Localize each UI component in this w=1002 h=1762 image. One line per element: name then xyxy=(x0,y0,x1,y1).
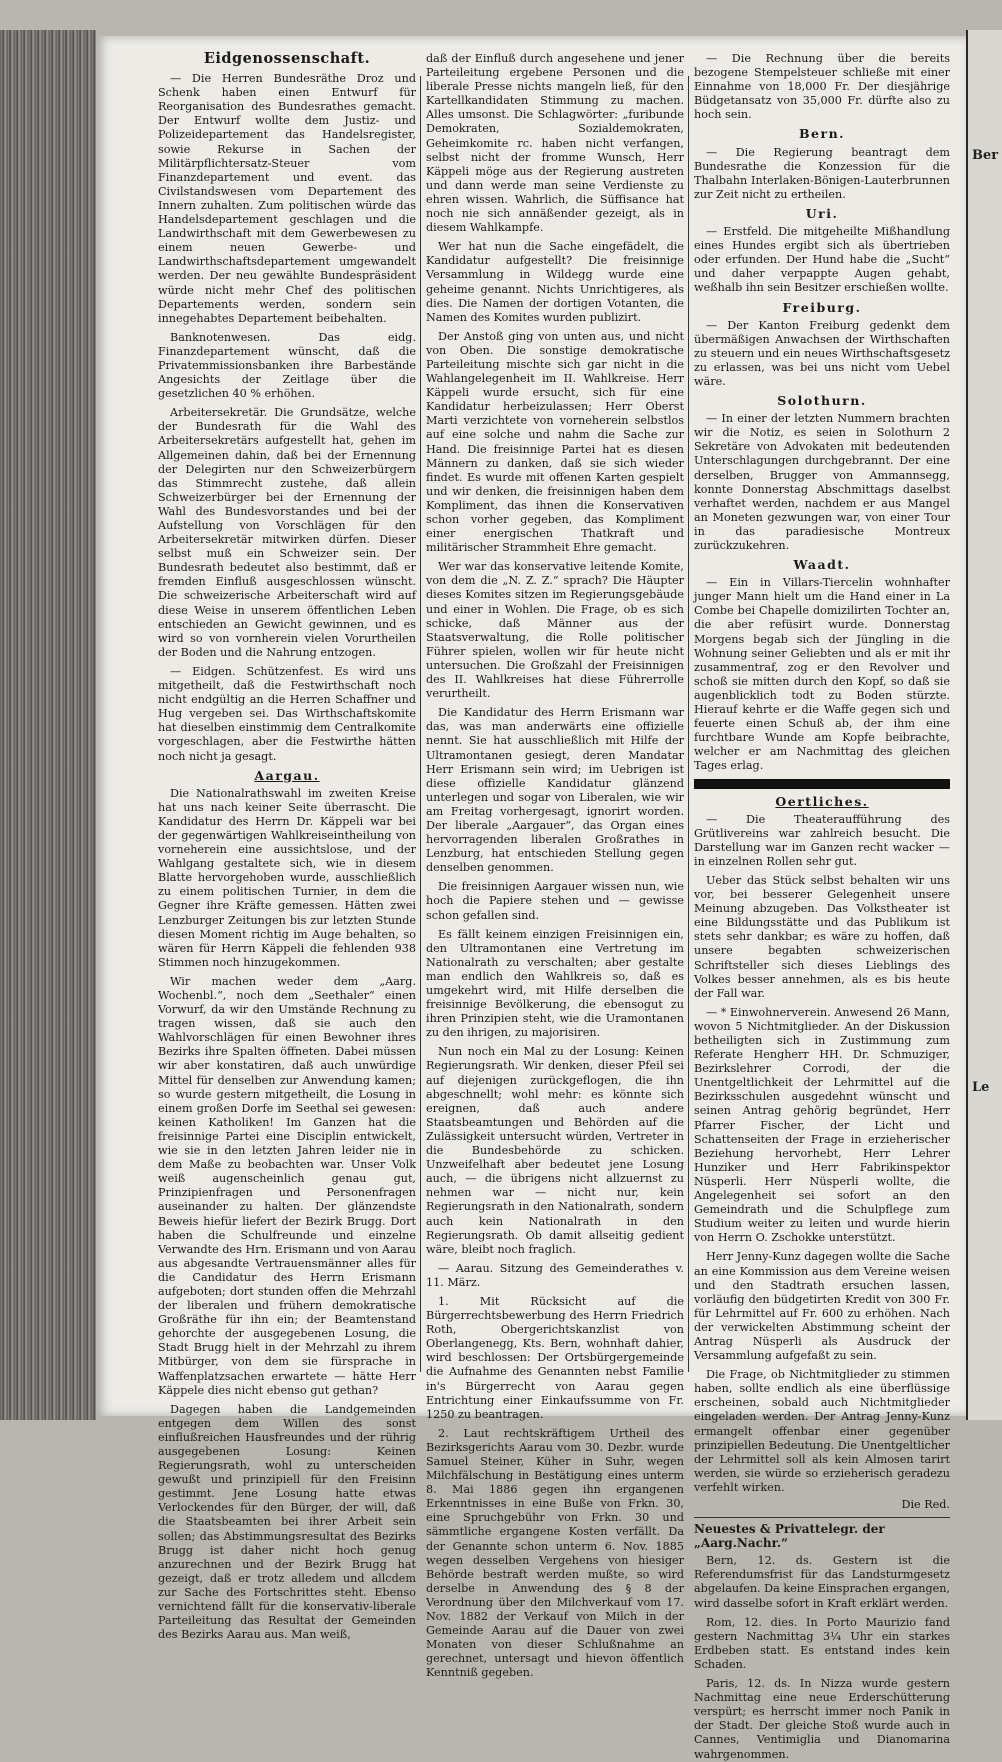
article-paragraph: 2. Laut rechtskräftigem Urtheil des Bezirksgerichts Aarau vom 30. Dezbr. wurde Samuel Steiner, Küher in Suhr, wegen Milchfälschung in Bestätigung eines unterm 8. Mai 1886 gegen ihn ergangenen Erkenntnisses in eine Buße von Frkn. 30, eine Spruchgebühr von Frkn. 30 und sämmtliche ergangene Kosten verfällt. Da der Genannte schon unterm 6. Nov. 1885 wegen desselben Vergehens von hiesiger Behörde bestraft werden mußte, so wird derselbe in Anwendung des § 8 der Verordnung über den Milchverkauf vom 17. Nov. 1882 der Verkauf von Milch in der Gemeinde Aarau auf die Dauer von zwei Monaten von dieser Schlußnahme an gerechnet, untersagt und hievon öffentlich Kenntniß gegeben. xyxy=(426,1426,684,1680)
column-1 xyxy=(158,50,416,1642)
article-paragraph: Die freisinnigen Aargauer wissen nun, wie hoch die Papiere stehen und — gewisse schon gefallen sind. xyxy=(426,880,684,922)
article-paragraph: Arbeitersekretär. Die Grundsätze, welche der Bundesrath für die Wahl des Arbeitersekretärs aufgestellt hat, gehen im Allgemeinen dahin, daß bei der Ernennung der Delegirten nur den Schweizerbürgern das Stimmrecht zustehe, daß allein Schweizerbürger bei der Ernennung der Wahl des Bundesvorstandes und bei der Aufstellung von Vorschlägen für den Arbeitersekretär mitwirken dürfen. Dieser selbst muß ein Schweizer sein. Der Bundesrath bedeutet also bestimmt, daß er fremden Einfluß ausgeschlossen wünscht. Die schweizerische Arbeiterschaft wird auf diese Weise in unserem öffentlichen Leben entschieden an Gewicht gewinnen, und es wird so von vornherein vielen Vorurtheilen der Boden und die Nahrung entzogen. xyxy=(158,406,416,659)
section-title: Eidgenossenschaft. xyxy=(203,50,371,67)
article-paragraph: Wer war das konservative leitende Komite, von dem die „N. Z. Z.“ sprach? Die Häupter dieses Komites sitzen im Regierungsgebäude und einer in Wohlen. Die Frage, ob es sich schicke, daß Männer aus der Staatsverwaltung, die Rolle politischer Führer spielen, wollen wir für heute nicht untersuchen. Die Großzahl der Freisinnigen des II. Wahlkreises hat diese Führerrolle verurtheilt. xyxy=(426,560,684,701)
article-paragraph: — Der Kanton Freiburg gedenkt dem übermäßigen Anwachsen der Wirthschaften zu steuern und ein neues Wirthschaftsgesetz zu erlassen, was bei uns nicht vom Uebel wäre. xyxy=(694,318,950,388)
article-paragraph: Ueber das Stück selbst behalten wir uns vor, bei besserer Gelegenheit unsere Meinung abzugeben. Das Volkstheater ist eine Bildungsstätte und das Publikum ist stets sehr dankbar; es wäre zu hoffen, daß unsere begabten schweizerischen Schriftsteller sich dieses Lieblings des Volkes besser annehmen, als es bis heute der Fall war. xyxy=(694,873,950,1000)
section-heading-waadt: Waadt. xyxy=(793,557,851,573)
article-paragraph: — Die Theateraufführung des Grütlivereins war zahlreich besucht. Die Darstellung war im Ganzen recht wacker — in einzelnen Rollen sehr gut. xyxy=(694,812,950,868)
article-paragraph: Bern, 12. ds. Gestern ist die Referendumsfrist für das Landsturmgesetz abgelaufen. Da keine Einsprachen ergangen, wird dasselbe sofort in Kraft erklärt werden. xyxy=(694,1554,950,1610)
article-paragraph: Die Frage, ob Nichtmitglieder zu stimmen haben, sollte endlich als eine überflüssige erscheinen, sobald auch Nichtmitglieder eingeladen werden. Der Antrag Jenny-Kunz ermangelt offenbar einer gegenüber prinzipiellen Bedeutung. Die Unentgeltlicher der Lehrmittel soll als kein Almosen tarirt werden, sie würde so erzieherisch geradezu verfehlt wirken. xyxy=(694,1368,950,1494)
article-paragraph: — Aarau. Sitzung des Gemeinderathes v. 11. März. xyxy=(426,1261,684,1289)
column-3 xyxy=(694,52,950,1761)
section-heading-solothurn: Solothurn. xyxy=(777,393,867,409)
article-paragraph: Dagegen haben die Landgemeinden entgegen dem Willen des sonst einflußreichen Hausfreundes und der rührig ausgegebenen Losung: Keinen Regierungsrath, wohl zu unterscheiden gewußt und prinzipiell für den Freisinn gestimmt. Jene Losung hatte etwas Verlockendes für den Bürger, der will, daß die Staatsbeamten bei ihrer Arbeit sein sollen; das Abstimmungsresultat des Bezirks Brugg ist daher nicht hoch genug anzurechnen und der Bezirk Brugg hat gezeigt, daß er trotz alledem und allcdem zur Sache des Fortschrittes steht. Ebenso vernichtend fällt für die konservativ-liberale Parteileitung das Resultat der Gemeinden des Bezirks Aarau aus. Man weiß, xyxy=(158,1402,416,1642)
article-paragraph: Wer hat nun die Sache eingefädelt, die Kandidatur aufgestellt? Die freisinnige Versammlung in Wildegg wurde eine geheime genannt. Nichts Unrichtigeres, als dies. Die Namen der dortigen Votanten, die Namen des Komites wurden publizirt. xyxy=(426,240,684,324)
book-binding xyxy=(0,30,96,1420)
section-divider xyxy=(694,779,950,789)
article-paragraph: 1. Mit Rücksicht auf die Bürgerrechtsbewerbung des Herrn Friedrich Roth, Obergerichtskanzlist von Oberlangenegg, Kts. Bern, wohnhaft dahier, wird beschlossen: Der Ortsbürgergemeinde die Aufnahme des Genannten nebst Familie in's Bürgerrecht von Aarau gegen Entrichtung einer Einkaufssumme von Fr. 1250 zu beantragen. xyxy=(426,1294,684,1421)
section-heading-uri: Uri. xyxy=(805,205,839,221)
article-paragraph: daß der Einfluß durch angesehene und jener Parteileitung ergebene Personen und die liberale Presse nichts mangeln ließ, für den Kartellkandidaten Stimmung zu machen. Alles umsonst. Die Schlagwörter: „furibunde Demokraten, Sozialdemokraten, Geheimkomite rc. haben nicht verfangen, selbst nicht der fromme Wunsch, Herr Käppeli möge aus der Regierung austreten und dann werde man seine Verdienste zu ehren wissen. Wahrlich, die Süffisance hat noch nie sich annäßender gezeigt, als in diesem Wahlkampfe. xyxy=(426,52,684,235)
article-paragraph: Nun noch ein Mal zu der Losung: Keinen Regierungsrath. Wir denken, dieser Pfeil sei auf diejenigen zurückgeflogen, die ihn abgeschnellt; wohl mehr: es könnte sich ereignen, daß auch andere Staatsbeamtungen und Behörden auf die Zulässigkeit untersucht würden, Vertreter in die Bundesbehörde zu schicken. Unzweifelhaft aber bedeutet jene Losung auch, — die übrigens nicht allzuernst zu nehmen war — nicht nur, kein Regierungsrath in den Nationalrath, sondern auch kein Nationalrath in den Regierungsrath. Ob damit allseitig gedient wäre, bleibt noch fraglich. xyxy=(426,1045,684,1256)
column-rule xyxy=(420,76,421,1372)
article-paragraph: Rom, 12. dies. In Porto Maurizio fand gestern Nachmittag 3¼ Uhr ein starkes Erdbeben statt. Es entstand indes kein Schaden. xyxy=(694,1615,950,1671)
article-paragraph: Der Anstoß ging von unten aus, und nicht von Oben. Die sonstige demokratische Parteileitung mischte sich gar nicht in die Wahlangelegenheit im II. Wahlkreise. Herr Käppeli wurde ersucht, sich für eine Kandidatur herbeizulassen; Herr Oberst Marti verzichtete von vorneherein selbstlos auf eine solche und nahm die Sache zur Hand. Die freisinnige Partei hat es diesen Männern zu danken, daß sie sich wieder findet. Es wurde mit offenen Karten gespielt und wir denken, die freisinnigen haben dem Kompliment, das ihnen die Konservativen schon vorher gegeben, das Kompliment einer energischen Thatkraft und militärischer Strammheit Ehre gemacht. xyxy=(426,329,684,555)
section-heading-bern: Bern. xyxy=(798,126,846,142)
article-paragraph: Banknotenwesen. Das eidg. Finanzdepartement wünscht, daß die Privatemmissionsbanken ihre Barbestände Angesichts der Zeitlage über die gesetzlichen 40 % erhöhen. xyxy=(158,330,416,401)
column-rule xyxy=(688,76,689,1372)
article-paragraph: — Eidgen. Schützenfest. Es wird uns mitgetheilt, daß die Festwirthschaft noch nicht endgültig an die Herren Schaffner und Hug vergeben sei. Das Wirthschaftskomite hat dieselben einstimmig dem Centralkomite vorgeschlagen, aber die Festwirthe hätten noch nicht ja gesagt. xyxy=(158,664,416,763)
article-paragraph: — * Einwohnerverein. Anwesend 26 Mann, wovon 5 Nichtmitglieder. An der Diskussion betheiligten sich in Zustimmung zum Referate Hengherr HH. Dr. Schmuziger, Bezirkslehrer Corrodi, der die Unentgeltlichkeit der Lehrmittel auf die Bezirksschulen ausgedehnt wünscht und seinen Antrag gehörig begründet, Herr Pfarrer Fischer, der Licht und Schattenseiten der Frage in erzieherischer Beziehung hervorhebt, Herr Lehrer Hunziker und Herr Fabrikinspektor Nüsperli. Herr Nüsperli wollte, die Angelegenheit sei sofort an den Gemeindrath und die Schulpflege zum Studium weiter zu leiten und wurde hierin von Herrn O. Zschokke unterstützt. xyxy=(694,1005,950,1245)
article-paragraph: Die Kandidatur des Herrn Erismann war das, was man anderwärts eine offizielle nennt. Sie hat ausschließlich mit Hilfe der Ultramontanen gesiegt, deren Mandatar Herr Erismann sein wird; im Uebrigen ist diese offizielle Kandidatur glänzend unterlegen und sogar von Liberalen, wie wir am Freitag vorhergesagt, ignorirt worden. Der liberale „Aargauer“, das Organ eines hervorragenden liberalen Großrathes in Lenzburg, hat entschieden Stellung gegen denselben genommen. xyxy=(426,706,684,875)
section-heading-oertliches: Oertliches. xyxy=(775,793,869,809)
next-page-edge xyxy=(966,30,1002,1420)
section-heading-telegrams: Neuestes & Privattelegr. der „Aarg.Nachr.“ xyxy=(694,1517,950,1550)
article-paragraph: — Ein in Villars-Tiercelin wohnhafter junger Mann hielt um die Hand einer in La Combe bei Chapelle domizilirten Tochter an, die aber refüsirt wurde. Donnerstag Morgens begab sich der Jüngling in die Wohnung seiner Geliebten und als er mit ihr zusammentraf, zog er den Revolver und schoß sie mitten durch den Kopf, so daß sie augenblicklich todt zu Boden stürzte. Hierauf kehrte er die Waffe gegen sich und feuerte einen Schuß ab, der ihm eine furchtbare Wunde am Kopfe beibrachte, welcher er am Nachmittag des gleichen Tages erlag. xyxy=(694,576,950,773)
article-paragraph: — Erstfeld. Die mitgeheilte Mißhandlung eines Hundes ergibt sich als übertrieben oder erfunden. Der Hund habe die „Sucht“ und daher verpappte Augen gehabt, weßhalb ihn sein Besitzer erschießen wollte. xyxy=(694,225,950,295)
article-paragraph: Paris, 12. ds. In Nizza wurde gestern Nachmittag eine neue Erderschütterung verspürt; es herrscht immer noch Panik in der Stadt. Der gleiche Stoß wurde auch in Cannes, Ventimiglia und Dianomarina wahrgenommen. xyxy=(694,1677,950,1761)
article-paragraph: — Die Regierung beantragt dem Bundesrathe die Konzession für die Thalbahn Interlaken-Bönigen-Lauterbrunnen zur Zeit nicht zu ertheilen. xyxy=(694,145,950,201)
article-paragraph: Die Nationalrathswahl im zweiten Kreise hat uns nach keiner Seite überrascht. Die Kandidatur des Herrn Dr. Käppeli war bei der gegenwärtigen Wahlkreiseintheilung von vorneherein eine aussichtslose, und der Wahlgang gestaltete sich, wie in diesem Blatte hervorgehoben wurde, ausschließlich zu einem politischen Turnier, in dem die Gegner ihre Kräfte gemessen. Hätten zwei Lenzburger Zeitungen bis zur letzten Stunde diesen Moment richtig im Auge behalten, so wären für Herrn Käppeli die fehlenden 938 Stimmen noch hinzugekommen. xyxy=(158,786,416,969)
strip-fragment-top: Ber xyxy=(972,148,999,163)
article-paragraph: Es fällt keinem einzigen Freisinnigen ein, den Ultramontanen eine Vertretung im Nationalrath zu verschalten; aber gestalte man endlich den Wahlkreis so, daß es umgekehrt wird, mit Hilfe derselben die freisinnige Bevölkerung, die ebensogut zu ihren Prinzipien steht, wie die Uramontanen zu den ihrigen, zu majorisiren. xyxy=(426,927,684,1040)
column-2 xyxy=(426,52,684,1680)
editor-signature: Die Red. xyxy=(901,1498,950,1511)
section-heading-freiburg: Freiburg. xyxy=(782,299,862,315)
article-paragraph: Wir machen weder dem „Aarg. Wochenbl.“, noch dem „Seethaler“ einen Vorwurf, da wir den Umstände Rechnung zu tragen wissen, daß sie auch den Wahlvorschlägen für einen Bewohner ihres Bezirks ihre Spalten öffneten. Dabei müssen wir aber konstatiren, daß auch unwürdige Mittel für denselben zur Anwendung kamen; so wurde gestern mitgetheilt, die Losung in einem großen Dorfe im Seethal sei gewesen: keinen Katholiken! Im Ganzen hat die freisinnige Partei eine Disciplin entwickelt, wie sie in den letzten Jahren leider nie in dem Maße zu beobachten war. Unser Volk weiß augenscheinlich genau gut, Prinzipienfragen und Personenfragen auseinander zu halten. Der glänzendste Beweis hiefür liefert der Bezirk Brugg. Dort haben die Schulfreunde und einzelne Verwandte des Hrn. Erismann und von Aarau aus abgesandte Vertrauensmänner alles für die Candidatur des Herrn Erismann aufgeboten; dort stunden offen die Mehrzahl der liberalen und frühern demokratische Großräthe für ihn ein; der Beamtenstand gehorchte der ausgegebenen Losung, die Stadt Brugg hielt in der Mehrzahl zu ihrem Mitbürger, von dem sie fürsprache in Waffenplatzsachen erwartete — hätte Herr Käppele dies nicht ebenso gut gethan? xyxy=(158,974,416,1397)
strip-fragment-bottom: Le xyxy=(972,1080,990,1095)
article-paragraph: Herr Jenny-Kunz dagegen wollte die Sache an eine Kommission aus dem Vereine weisen und den Stadtrath ersuchen lassen, vorläufig den büdgetirten Kredit von 300 Fr. für Lehrmittel auf Fr. 600 zu erhöhen. Nach der verwickelten Abstimmung scheint der Antrag Nüsperli als Ausdruck der Versammlung aufgefaßt zu sein. xyxy=(694,1250,950,1363)
article-paragraph: — Die Rechnung über die bereits bezogene Stempelsteuer schließe mit einer Einnahme von 18,000 Fr. Der diesjährige Büdgetansatz von 35,000 Fr. dürfte also zu hoch sein. xyxy=(694,52,950,122)
section-heading-aargau: Aargau. xyxy=(254,767,320,783)
article-paragraph: — Die Herren Bundesräthe Droz und Schenk haben einen Entwurf für Reorganisation des Bundesrathes gemacht. Der Entwurf wollte dem Justiz- und Polizeidepartement das Handelsregister, sowie Rekurse in Sachen der Militärpflichtersatz-Steuer vom Finanzdepartement und event. das Civilstandswesen vom Departement des Innern zuhalten. Zum politischen würde das Handelsdepartement geschlagen und die Landwirthschaft mit dem Gewerbewesen zu einem neuen Gewerbe- und Landwirthschaftsdepartement umgewandelt werden. Der neu gewählte Bundespräsident würde nicht mehr Chef des politischen Departements werden, sondern sein innegehabtes Departement beibehalten. xyxy=(158,72,416,325)
article-paragraph: — In einer der letzten Nummern brachten wir die Notiz, es seien in Solothurn 2 Sekretäre von Advokaten mit bedeutenden Unterschlagungen durchgebrannt. Der eine derselben, Brugger von Ammannsegg, konnte Donnerstag Abschmittags daselbst verhaftet werden, nachdem er aus Mangel an Moneten gezwungen war, von einer Tour in das paradiesische Montreux zurückzukehren. xyxy=(694,412,950,552)
